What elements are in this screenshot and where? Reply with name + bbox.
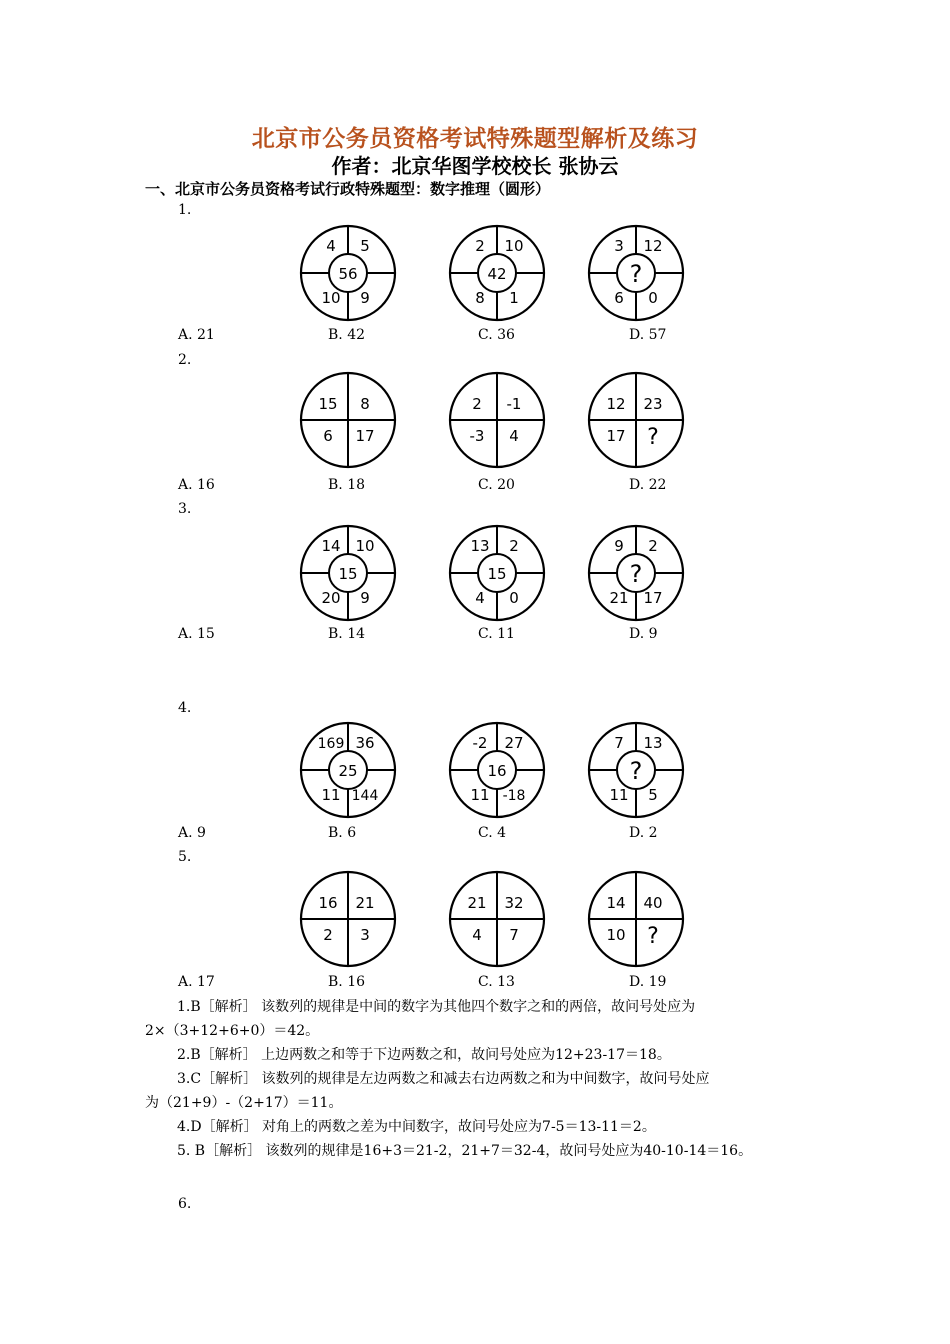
answer-option: B. 42: [328, 327, 366, 343]
cell-value: 36: [355, 734, 375, 752]
cell-value: 11: [470, 786, 490, 804]
cell-value: 15: [318, 395, 338, 413]
ring-figure: [584, 718, 688, 822]
question-number: 6.: [178, 1196, 192, 1212]
section-heading: 一、北京市公务员资格考试行政特殊题型：数字推理（圆形）: [145, 180, 551, 198]
cell-value: 5: [648, 786, 658, 804]
cross-figure: [296, 368, 400, 472]
ring-figure: [445, 521, 549, 625]
center-value: 56: [338, 265, 358, 283]
cell-value: 4: [472, 926, 482, 944]
cell-value: 10: [504, 237, 524, 255]
answer-option: C. 36: [478, 327, 515, 343]
cross-figure: [445, 368, 549, 472]
analysis-line: 2×（3+12+6+0）＝42。: [145, 1023, 320, 1039]
author-line: 作者：北京华图学校校长 张协云: [331, 154, 619, 178]
cell-value: 2: [475, 237, 485, 255]
answer-option: A. 9: [178, 825, 206, 841]
center-value: 16: [487, 762, 507, 780]
cell-value: 9: [614, 537, 624, 555]
cell-value: ?: [647, 924, 659, 949]
center-value: 15: [487, 565, 507, 583]
analysis-paragraph: [145, 1067, 815, 1115]
cell-value: 32: [504, 894, 524, 912]
cell-value: 13: [643, 734, 663, 752]
answer-option: A. 15: [178, 626, 215, 642]
question-number: 3.: [178, 501, 192, 517]
cross-figure: [296, 867, 400, 971]
ring-figure: [584, 521, 688, 625]
cell-value: 4: [475, 589, 485, 607]
cell-value: 169: [317, 736, 345, 752]
cell-value: 10: [321, 289, 341, 307]
cell-value: 21: [355, 894, 375, 912]
cell-value: 10: [606, 926, 626, 944]
cross-figure: [584, 867, 688, 971]
cell-value: ?: [647, 425, 659, 450]
cell-value: 14: [321, 537, 341, 555]
question-number: 2.: [178, 352, 192, 368]
cell-value: 5: [360, 237, 370, 255]
question-number: 1.: [178, 202, 192, 218]
document-title: 北京市公务员资格考试特殊题型解析及练习: [251, 125, 699, 152]
cell-value: 17: [606, 427, 626, 445]
answer-option: A. 16: [178, 477, 215, 493]
cell-value: 2: [323, 926, 333, 944]
center-value: 42: [487, 265, 507, 283]
cell-value: 9: [360, 589, 370, 607]
cell-value: 20: [321, 589, 341, 607]
analysis-line: 4.D［解析］ 对角上的两数之差为中间数字，故问号处应为7-5＝13-11＝2。: [177, 1119, 656, 1135]
cell-value: 0: [648, 289, 658, 307]
cell-value: 144: [351, 788, 379, 804]
center-value: ?: [629, 260, 643, 288]
analysis-paragraph: [145, 1115, 815, 1139]
cell-value: 2: [509, 537, 519, 555]
question-number: 4.: [178, 700, 192, 716]
analysis-line: 2.B［解析］ 上边两数之和等于下边两数之和，故问号处应为12+23-17＝18。: [177, 1047, 671, 1063]
analysis-line: 1.B［解析］ 该数列的规律是中间的数字为其他四个数字之和的两倍，故问号处应为: [177, 999, 696, 1015]
cell-value: 17: [355, 427, 375, 445]
analysis-line: 3.C［解析］ 该数列的规律是左边两数之和减去右边两数之和为中间数字，故问号处应: [177, 1071, 710, 1087]
cell-value: 3: [614, 237, 624, 255]
answer-option: D. 57: [629, 327, 667, 343]
ring-figure: [296, 521, 400, 625]
cross-figure: [584, 368, 688, 472]
cell-value: 2: [648, 537, 658, 555]
cell-value: 8: [360, 395, 370, 413]
answer-option: D. 22: [629, 477, 667, 493]
cell-value: -1: [506, 395, 522, 413]
cell-value: -2: [472, 734, 488, 752]
cell-value: 14: [606, 894, 626, 912]
cell-value: 12: [606, 395, 626, 413]
answer-option: D. 19: [629, 974, 667, 990]
answer-option: D. 2: [629, 825, 658, 841]
cell-value: -3: [469, 427, 485, 445]
cell-value: 6: [323, 427, 333, 445]
center-value: 15: [338, 565, 358, 583]
answer-option: C. 13: [478, 974, 515, 990]
cell-value: 7: [614, 734, 624, 752]
analysis-block: [145, 995, 815, 1163]
cell-value: 3: [360, 926, 370, 944]
cell-value: 6: [614, 289, 624, 307]
cell-value: 40: [643, 894, 663, 912]
cell-value: 11: [321, 786, 341, 804]
answer-option: B. 18: [328, 477, 366, 493]
cell-value: 21: [467, 894, 487, 912]
analysis-line: 为（21+9）-（2+17）＝11。: [145, 1095, 343, 1111]
cell-value: 11: [609, 786, 629, 804]
answer-option: C. 11: [478, 626, 515, 642]
cell-value: 17: [643, 589, 663, 607]
answer-option: B. 16: [328, 974, 366, 990]
center-value: 25: [338, 762, 358, 780]
ring-figure: [296, 221, 400, 325]
cell-value: 0: [509, 589, 519, 607]
ring-figure: [445, 718, 549, 822]
cell-value: 12: [643, 237, 663, 255]
answer-option: B. 6: [328, 825, 357, 841]
cell-value: 4: [509, 427, 519, 445]
cell-value: 4: [326, 237, 336, 255]
answer-option: A. 21: [178, 327, 215, 343]
center-value: ?: [629, 757, 643, 785]
cell-value: 27: [504, 734, 524, 752]
cell-value: 13: [470, 537, 490, 555]
answer-option: C. 20: [478, 477, 515, 493]
answer-option: D. 9: [629, 626, 658, 642]
question-number: 5.: [178, 849, 192, 865]
analysis-paragraph: [145, 1043, 815, 1067]
ring-figure: [584, 221, 688, 325]
cell-value: 9: [360, 289, 370, 307]
cell-value: 7: [509, 926, 519, 944]
analysis-line: 5. B［解析］ 该数列的规律是16+3＝21-2，21+7＝32-4，故问号处应为40-10-14＝16。: [177, 1143, 753, 1159]
ring-figure: [296, 718, 400, 822]
cell-value: 1: [509, 289, 519, 307]
analysis-paragraph: [145, 995, 815, 1043]
cell-value: 2: [472, 395, 482, 413]
cell-value: 21: [609, 589, 629, 607]
answer-option: A. 17: [178, 974, 215, 990]
cell-value: 23: [643, 395, 663, 413]
cell-value: 8: [475, 289, 485, 307]
cell-value: 10: [355, 537, 375, 555]
cross-figure: [445, 867, 549, 971]
answer-option: C. 4: [478, 825, 507, 841]
cell-value: 16: [318, 894, 338, 912]
center-value: ?: [629, 560, 643, 588]
analysis-paragraph: [145, 1139, 815, 1163]
ring-figure: [445, 221, 549, 325]
cell-value: -18: [502, 788, 526, 804]
answer-option: B. 14: [328, 626, 366, 642]
